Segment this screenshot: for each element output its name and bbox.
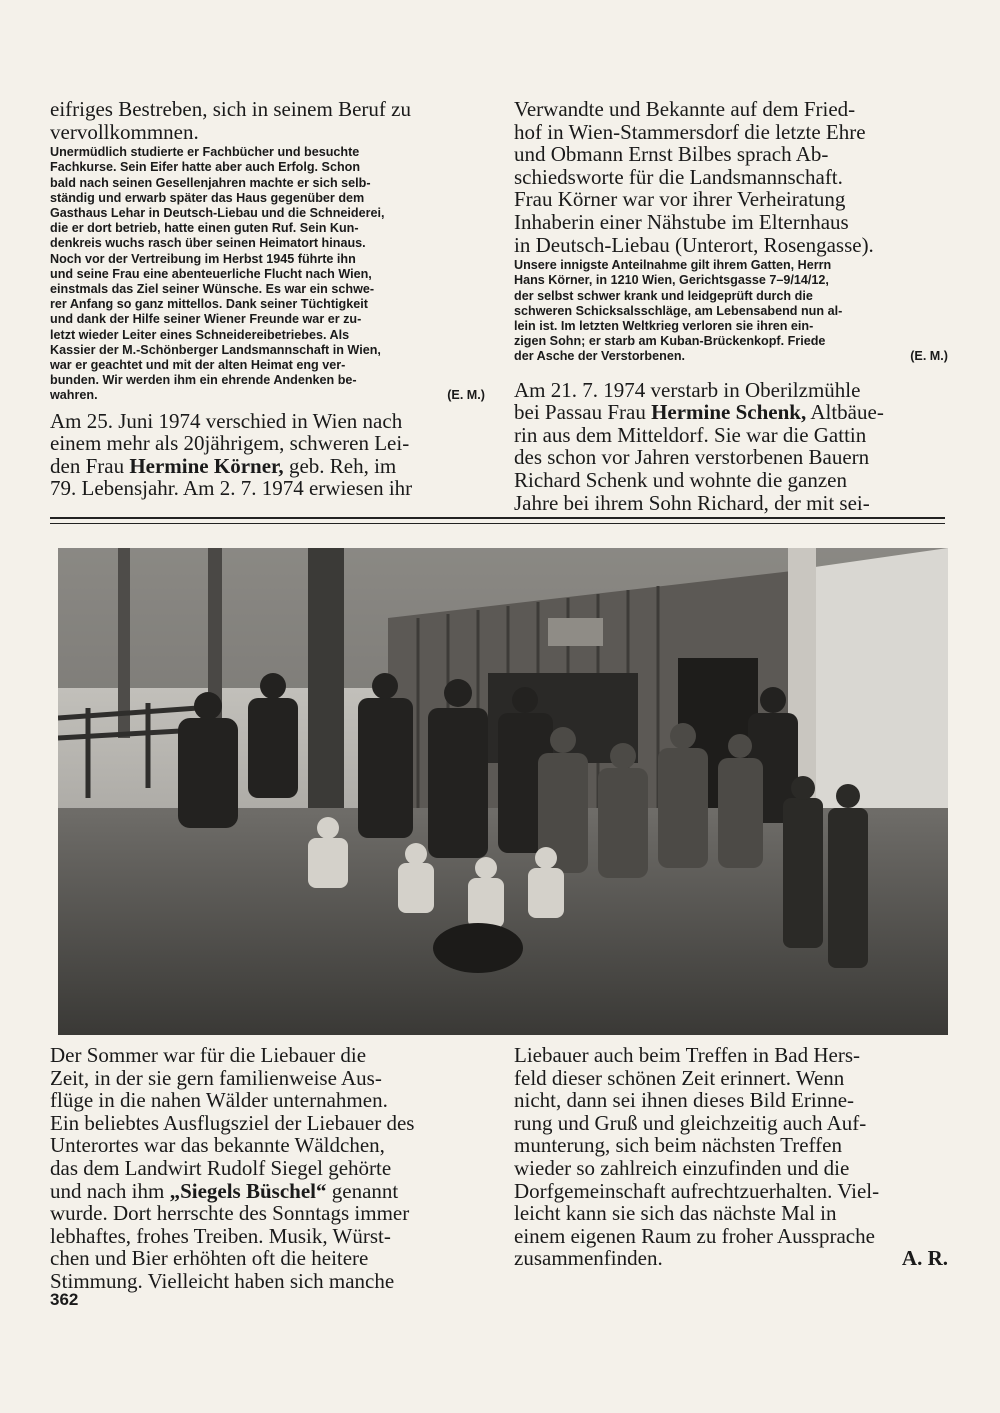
- text-line: letzt wieder Leiter eines Schneidereibetriebes. Als: [50, 327, 350, 342]
- paragraph-intro: [50, 98, 485, 143]
- text-line: den Frau Hermine Körner, geb. Reh, im: [50, 453, 397, 478]
- text-line: war er geachtet und mit der alten Heimat eng ver-: [50, 358, 346, 373]
- text-line: hof in Wien-Stammersdorf die letzte Ehre: [514, 119, 866, 144]
- text-line: Ein beliebtes Ausflugsziel der Liebauer des: [50, 1110, 415, 1135]
- text-line: in Deutsch-Liebau (Unterort, Rosengasse).: [514, 232, 874, 257]
- text-line: flüge in die nahen Wälder unternahmen.: [50, 1088, 388, 1113]
- text-line: und seine Frau eine abenteuerliche Flucht nach Wien,: [50, 266, 372, 281]
- article-column-bottom-left: [50, 1044, 485, 1293]
- text-line: Gasthaus Lehar in Deutsch-Liebau und die Schneiderei,: [50, 206, 385, 220]
- text-line: bei Passau Frau Hermine Schenk, Altbäue-: [514, 400, 884, 425]
- text-line: Inhaberin einer Nähstube im Elternhaus: [514, 209, 849, 234]
- text-line: wurde. Dort herrschte des Sonntags immer: [50, 1201, 410, 1226]
- text-line: einem mehr als 20jährigem, schweren Lei-: [50, 431, 410, 456]
- text-line: Stimmung. Vielleicht haben sich manche: [50, 1268, 395, 1293]
- text-line: rin aus dem Mitteldorf. Sie war die Gattin: [514, 422, 867, 447]
- text-line: einem eigenen Raum zu froher Aussprache: [514, 1223, 875, 1248]
- author-initials: A. R.: [901, 1246, 948, 1271]
- text-line: Am 25. Juni 1974 verschied in Wien nach: [50, 408, 403, 433]
- place-name-siegels-bueschel: „Siegels Büschel“: [169, 1178, 327, 1203]
- text-line: lein ist. Im letzten Weltkrieg verloren sie ihren ein-: [514, 318, 814, 333]
- text-line: Dorfgemeinschaft aufrechtzuerhalten. Viel-: [514, 1178, 880, 1203]
- section-divider: [50, 523, 945, 524]
- author-initials: (E. M.): [910, 349, 948, 364]
- name-hermine-koerner: Hermine Körner,: [129, 453, 284, 478]
- text-line: feld dieser schönen Zeit erinnert. Wenn: [514, 1065, 845, 1090]
- text-line: Am 21. 7. 1974 verstarb in Oberilzmühle: [514, 377, 861, 402]
- text-line: des schon vor Jahren verstorbenen Bauern: [514, 445, 870, 470]
- text-line: nicht, dann sei ihnen dieses Bild Erinne-: [514, 1088, 855, 1113]
- article-column-top-right: [514, 98, 948, 514]
- page-number: 362: [50, 1290, 79, 1309]
- text-line: ständig und erwarb später das Haus gegenüber dem: [50, 190, 365, 205]
- section-divider: [50, 517, 945, 519]
- text-line: chen und Bier erhöhten oft die heitere: [50, 1246, 369, 1271]
- group-photograph: [58, 548, 948, 1035]
- text-line: denkreis wuchs rasch über seinen Heimatort hinaus.: [50, 236, 366, 251]
- text-line: Liebauer auch beim Treffen in Bad Hers-: [514, 1043, 861, 1067]
- text-line: Unterortes war das bekannte Wäldchen,: [50, 1133, 385, 1158]
- text-line: munterung, sich beim nächsten Treffen: [514, 1133, 842, 1158]
- text-line: Jahre bei ihrem Sohn Richard, der mit sei-: [514, 490, 870, 515]
- paragraph-funeral: [514, 98, 948, 256]
- article-column-bottom-right: [514, 1044, 948, 1270]
- text-line: Kassier der M.-Schönberger Landsmannschaft in Wien,: [50, 342, 381, 357]
- text-line: Unsere innigste Anteilnahme gilt ihrem Gatten, Herrn: [514, 258, 832, 273]
- text-line: und dank der Hilfe seiner Wiener Freunde war er zu-: [50, 312, 362, 327]
- text-line: schiedsworte für die Landsmannschaft.: [514, 164, 843, 189]
- paragraph-summer: [50, 1044, 485, 1293]
- text-line: rer Anfang so ganz mittellos. Dank seiner Tüchtigkeit: [50, 297, 368, 312]
- text-line: 79. Lebensjahr. Am 2. 7. 1974 erwiesen ihr: [50, 476, 413, 501]
- paragraph-obituary-details: [50, 145, 485, 403]
- text-line: bald nach seinen Gesellenjahren machte er sich selb-: [50, 175, 371, 190]
- text-line: zigen Sohn; er starb am Kuban-Brückenkopf. Friede: [514, 334, 826, 349]
- text-line: einstmals das Ziel seiner Wünsche. Es war ein schwe-: [50, 282, 375, 297]
- text-line: Unermüdlich studierte er Fachbücher und besuchte: [50, 145, 360, 160]
- text-line: Noch vor der Vertreibung im Herbst 1945 führte ihn: [50, 251, 356, 266]
- text-line: der selbst schwer krank und leidgeprüft durch die: [514, 288, 813, 303]
- text-line-signed: [514, 349, 948, 364]
- text-line: leicht kann sie sich das nächste Mal in: [514, 1201, 837, 1226]
- text-line-signed: [514, 1247, 948, 1270]
- text-line: Der Sommer war für die Liebauer die: [50, 1043, 367, 1067]
- paragraph-condolence: [514, 258, 948, 364]
- text-line: Richard Schenk und wohnte die ganzen: [514, 467, 847, 492]
- text-line: schweren Schicksalsschläge, am Lebensabend nun al-: [514, 303, 843, 318]
- paragraph-koerner: [50, 410, 485, 500]
- text-line: Fachkurse. Sein Eifer hatte aber auch Erfolg. Schon: [50, 160, 361, 175]
- text-line: das dem Landwirt Rudolf Siegel gehörte: [50, 1155, 392, 1180]
- text-line: und nach ihm „Siegels Büschel“ genannt: [50, 1178, 399, 1203]
- paragraph-meeting: [514, 1044, 948, 1270]
- text-line-signed: [50, 388, 485, 403]
- text-line: und Obmann Ernst Bilbes sprach Ab-: [514, 142, 829, 167]
- text-line: Frau Körner war vor ihrer Verheiratung: [514, 187, 846, 212]
- text-line: Hans Körner, in 1210 Wien, Gerichtsgasse 7–9/14/12,: [514, 273, 829, 288]
- text-line: wahren.: [50, 388, 98, 403]
- text-line: eifriges Bestreben, sich in seinem Beruf zu: [50, 97, 411, 121]
- text-line: wieder so zahlreich einzufinden und die: [514, 1155, 850, 1180]
- paragraph-schenk: [514, 379, 948, 515]
- text-line: vervollkommnen.: [50, 119, 199, 144]
- author-initials: (E. M.): [447, 388, 485, 403]
- article-column-top-left: [50, 98, 485, 500]
- text-line: Zeit, in der sie gern familienweise Aus-: [50, 1065, 382, 1090]
- name-hermine-schenk: Hermine Schenk,: [651, 400, 807, 425]
- text-line: Verwandte und Bekannte auf dem Fried-: [514, 97, 856, 121]
- text-line: zusammenfinden.: [514, 1246, 663, 1271]
- text-line: bunden. Wir werden ihm ein ehrende Andenken be-: [50, 373, 357, 388]
- text-line: die er dort betrieb, hatte einen guten Ruf. Sein Kun-: [50, 221, 359, 236]
- text-line: der Asche der Verstorbenen.: [514, 349, 686, 364]
- text-line: lebhaftes, frohes Treiben. Musik, Würst-: [50, 1223, 391, 1248]
- text-line: rung und Gruß und gleichzeitig auch Auf-: [514, 1110, 867, 1135]
- group-photograph-drawing: [58, 548, 948, 1035]
